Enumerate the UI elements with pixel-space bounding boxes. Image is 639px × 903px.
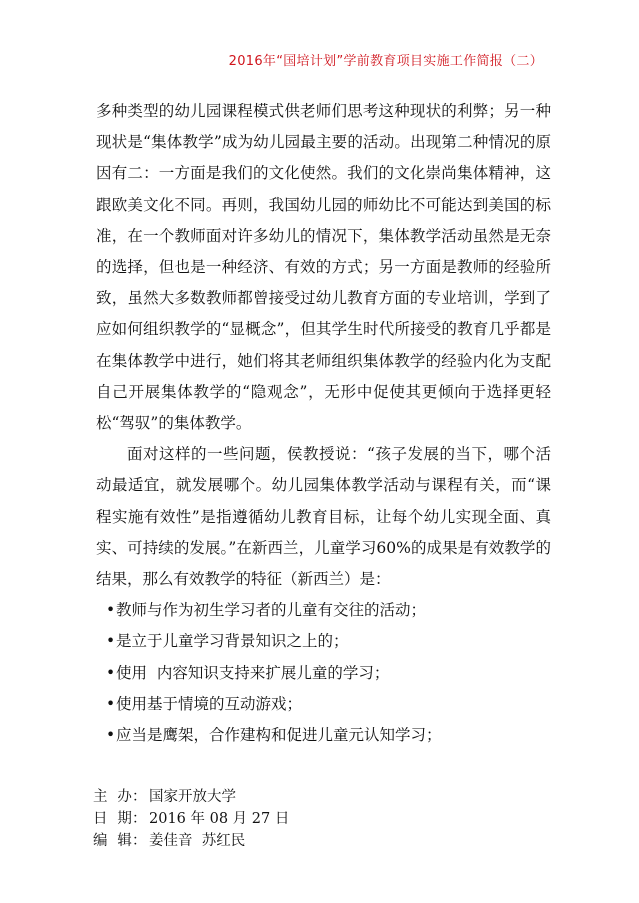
date-label: 日 期： <box>93 811 147 827</box>
list-item <box>96 626 551 657</box>
editor-row <box>93 830 553 852</box>
bullet-marker: • <box>106 694 116 713</box>
newsletter-footer-info <box>93 786 553 852</box>
host-value: 国家开放大学 <box>149 789 236 805</box>
list-item <box>96 595 551 626</box>
paragraph-continuation: 多种类型的幼儿园课程模式供老师们思考这种现状的利弊；另一种现状是“集体教学”成为幼儿园最主要的活动。出现第二种情况的原因有二：一方面是我们的文化使然。我们的文化崇尚集体精神，这跟欧美文化不同。再则，我国幼儿园的师幼比不可能达到美国的标准，在一个教师面对许多幼儿的情况下，集体教学活动虽然是无奈的选择，但也是一种经济、有效的方式；另一方面是教师的经验所致，虽然大多数教师都曾接受过幼儿教育方面的专业培训，学到了应如何组织教学的“显概念”，但其学生时代所接受的教育几乎都是在集体教学中进行，她们将其老师组织集体教学的经验内化为支配自己开展集体教学的“隐观念”，无形中促使其更倾向于选择更轻松“驾驭”的集体教学。 <box>96 102 551 433</box>
list-item <box>96 658 551 689</box>
list-item <box>96 720 551 751</box>
editor-label: 编 辑： <box>93 833 147 849</box>
list-item-text: 应当是鹰架，合作建构和促进儿童元认知学习； <box>116 726 442 745</box>
paragraph-professor-quote: 面对这样的一些问题，侯教授说：“孩子发展的当下，哪个活动最适宜，就发展哪个。幼儿园集体教学活动与课程有关，而“课程实施有效性”是指遵循幼儿教育目标，让每个幼儿实现全面、真实、可持续的发展。”在新西兰，儿童学习60%的成果是有效教学的结果，那么有效教学的特征（新西兰）是： <box>96 445 551 589</box>
article-body <box>96 96 551 751</box>
list-item-text: 使用 内容知识支持来扩展儿童的学习； <box>116 663 390 682</box>
list-item-text: 是立于儿童学习背景知识之上的； <box>116 632 349 651</box>
newsletter-header-title: 2016年“国培计划”学前教育项目实施工作简报（二） <box>228 54 543 69</box>
date-row <box>93 808 553 830</box>
effective-teaching-list <box>96 595 551 751</box>
list-item <box>96 689 551 720</box>
date-value: 2016 年 08 月 27 日 <box>149 811 290 827</box>
bullet-marker: • <box>106 632 116 651</box>
bullet-marker: • <box>106 601 116 620</box>
host-row <box>93 786 553 808</box>
bullet-marker: • <box>106 663 116 682</box>
host-label: 主 办： <box>93 789 147 805</box>
list-item-text: 使用基于情境的互动游戏； <box>116 694 303 713</box>
bullet-marker: • <box>106 726 116 745</box>
list-item-text: 教师与作为初生学习者的儿童有交往的活动； <box>116 601 427 620</box>
editor-value: 姜佳音 苏红民 <box>149 833 246 849</box>
